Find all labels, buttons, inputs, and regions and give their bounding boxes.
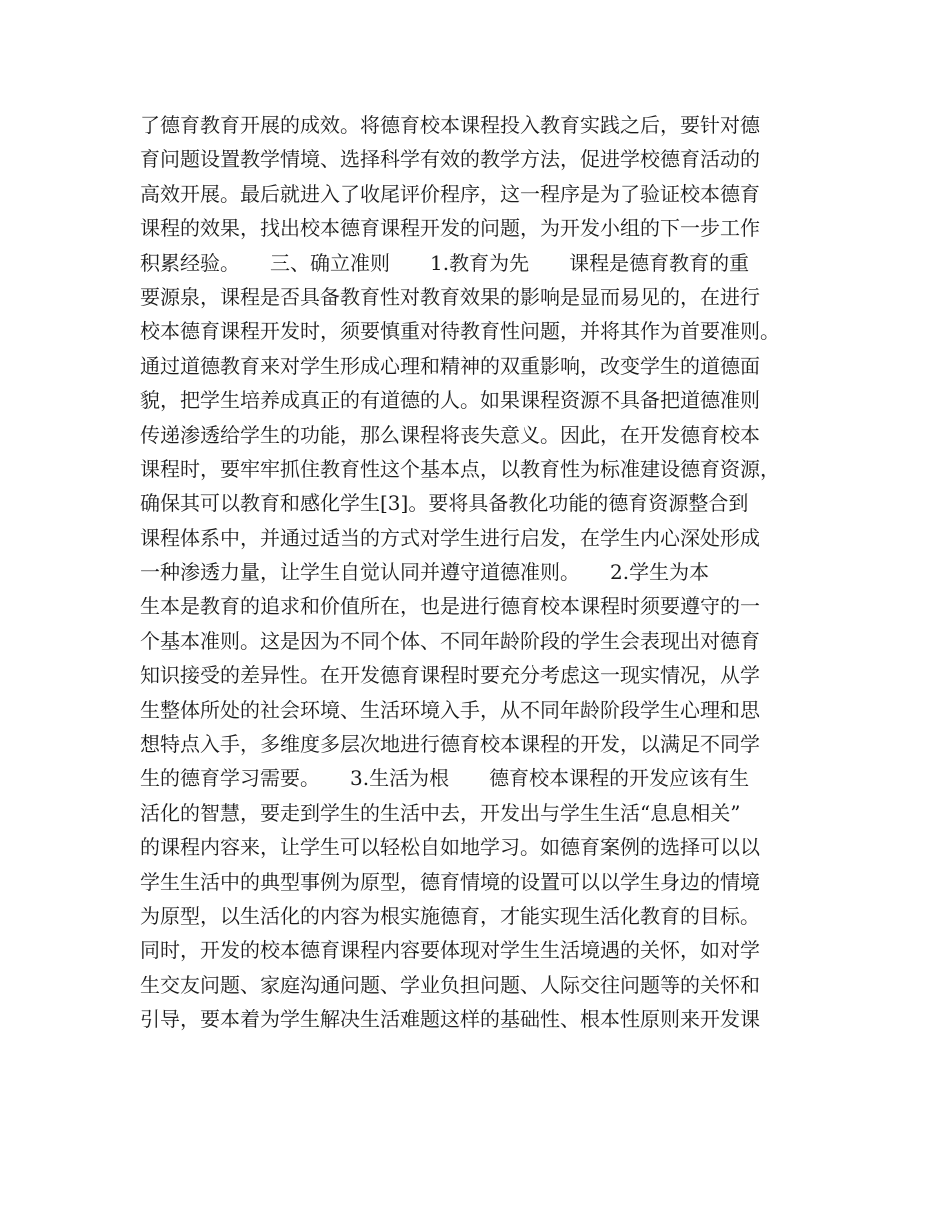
text-line: 想特点入手，多维度多层次地进行德育校本课程的开发，以满足不同学	[140, 732, 760, 757]
text-line: 为原型，以生活化的内容为根实施德育，才能实现生活化教育的目标。	[140, 903, 760, 928]
body-text	[140, 108, 830, 1037]
text-line: 活化的智慧，要走到学生的生活中去，开发出与学生生活“息息相关”	[140, 800, 741, 825]
text-line: 高效开展。最后就进入了收尾评价程序，这一程序是为了验证校本德育	[140, 181, 760, 206]
text-line: 学生生活中的典型事例为原型，德育情境的设置可以以学生身边的情境	[140, 869, 760, 894]
text-line: 生的德育学习需要。 3.生活为根 德育校本课程的开发应该有生	[140, 766, 750, 791]
text-line: 积累经验。 三、确立准则 1.教育为先 课程是德育教育的重	[140, 250, 750, 275]
text-line: 同时，开发的校本德育课程内容要体现对学生生活境遇的关怀，如对学	[140, 938, 760, 963]
text-line: 生整体所处的社会环境、生活环境入手，从不同年龄阶段学生心理和思	[140, 697, 760, 722]
text-line: 校本德育课程开发时，须要慎重对待教育性问题，并将其作为首要准则。	[140, 319, 780, 344]
text-line: 知识接受的差异性。在开发德育课程时要充分考虑这一现实情况，从学	[140, 663, 760, 688]
text-line: 生本是教育的追求和价值所在，也是进行德育校本课程时须要遵守的一	[140, 594, 760, 619]
text-line: 个基本准则。这是因为不同个体、不同年龄阶段的学生会表现出对德育	[140, 628, 760, 653]
text-line: 一种渗透力量，让学生自觉认同并遵守道德准则。 2.学生为本	[140, 560, 710, 585]
text-line: 生交友问题、家庭沟通问题、学业负担问题、人际交往问题等的关怀和	[140, 972, 760, 997]
text-line: 引导，要本着为学生解决生活难题这样的基础性、根本性原则来开发课	[140, 1007, 760, 1032]
text-line: 通过道德教育来对学生形成心理和精神的双重影响，改变学生的道德面	[140, 353, 760, 378]
text-line: 传递渗透给学生的功能，那么课程将丧失意义。因此，在开发德育校本	[140, 422, 760, 447]
text-line: 育问题设置教学情境、选择科学有效的教学方法，促进学校德育活动的	[140, 147, 760, 172]
text-line: 貌，把学生培养成真正的有道德的人。如果课程资源不具备把道德准则	[140, 388, 760, 413]
text-line: 课程时，要牢牢抓住教育性这个基本点，以教育性为标准建设德育资源，	[140, 456, 780, 481]
text-line: 要源泉，课程是否具备教育性对教育效果的影响是显而易见的，在进行	[140, 284, 760, 309]
text-line: 的课程内容来，让学生可以轻松自如地学习。如德育案例的选择可以以	[140, 835, 760, 860]
text-line: 课程的效果，找出校本德育课程开发的问题，为开发小组的下一步工作	[140, 216, 760, 241]
text-line: 确保其可以教育和感化学生[3]。要将具备教化功能的德育资源整合到	[140, 491, 749, 516]
text-line: 课程体系中，并通过适当的方式对学生进行启发，在学生内心深处形成	[140, 525, 760, 550]
text-line: 了德育教育开展的成效。将德育校本课程投入教育实践之后，要针对德	[140, 113, 760, 137]
